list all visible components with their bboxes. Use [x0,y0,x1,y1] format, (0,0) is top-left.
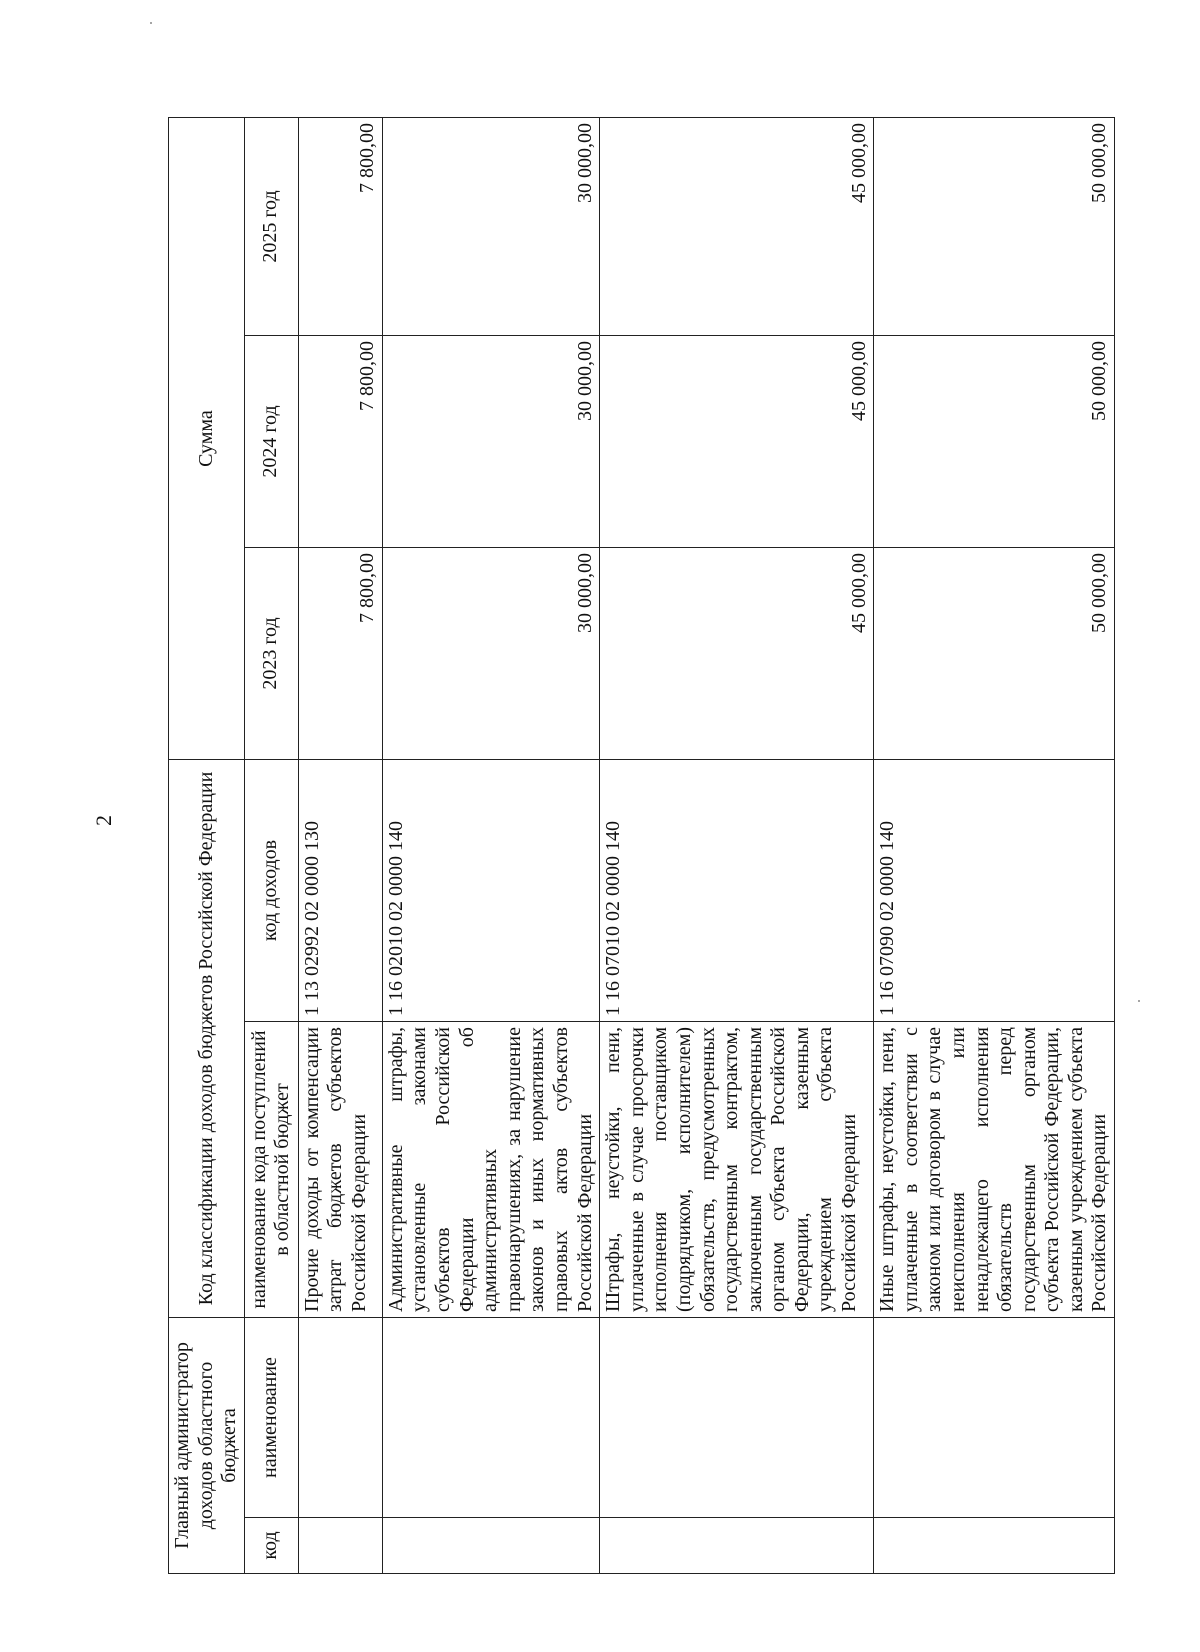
header-row-1 [169,118,245,1574]
row-income-name: Иные штрафы, неустойки, пени, уплаченные в соответствии с законом или договором в случае неисполнения или ненадлежащего исполнения обязательств перед государственным органом субъекта Российской Федерации, казенным учреждением субъекта Российской Федерации [874,1022,1115,1318]
row-value-2025: 50 000,00 [874,118,1115,336]
row-value-2025: 45 000,00 [600,118,874,336]
col-2024-header: 2024 год [244,336,298,548]
row-value-2024: 50 000,00 [874,336,1115,548]
row-income-code: 1 16 02010 02 0000 140 [382,760,599,1022]
table-row [600,118,874,1574]
classification-header: Код классификации доходов бюджетов Российской Федерации [169,760,245,1318]
table-row [874,118,1115,1574]
row-income-code: 1 16 07010 02 0000 140 [600,760,874,1022]
scan-artifact [150,22,152,24]
rotated-table-wrapper [168,118,1111,1574]
row-value-2024: 7 800,00 [298,336,382,548]
row-value-2023: 30 000,00 [382,548,599,760]
page-number: 2 [91,815,116,826]
row-value-2024: 30 000,00 [382,336,599,548]
row-code [298,1518,382,1574]
row-income-code: 1 13 02992 02 0000 130 [298,760,382,1022]
row-code [874,1518,1115,1574]
row-code [600,1518,874,1574]
col-income-name-header: наименование кода поступлений в областной бюджет [244,1022,298,1318]
col-income-code-header: код доходов [244,760,298,1022]
row-income-name: Штрафы, неустойки, пени, уплаченные в случае просрочки исполнения поставщиком (подрядчиком, исполнителем) обязательств, предусмотренных государственным контрактом, заключенным государственным органом субъекта Российской Федерации, казенным учреждением субъекта Российской Федерации [600,1022,874,1318]
row-value-2025: 30 000,00 [382,118,599,336]
table-row [382,118,599,1574]
row-value-2025: 7 800,00 [298,118,382,336]
row-value-2024: 45 000,00 [600,336,874,548]
sum-header: Сумма [169,118,245,760]
col-code-header: код [244,1518,298,1574]
row-code [382,1518,599,1574]
row-value-2023: 7 800,00 [298,548,382,760]
admin-header: Главный администратор доходов областного бюджета [169,1318,245,1574]
income-table [168,117,1115,1574]
col-name-header: наименование [244,1318,298,1518]
row-income-code: 1 16 07090 02 0000 140 [874,760,1115,1022]
row-value-2023: 45 000,00 [600,548,874,760]
table-row [298,118,382,1574]
col-2025-header: 2025 год [244,118,298,336]
row-name [874,1318,1115,1518]
row-name [382,1318,599,1518]
row-value-2023: 50 000,00 [874,548,1115,760]
row-name [298,1318,382,1518]
row-income-name: Административные штрафы, установленные законами субъектов Российской Федерации об административных правонарушениях, за нарушение законов и иных нормативных правовых актов субъектов Российской Федерации [382,1022,599,1318]
row-income-name: Прочие доходы от компенсации затрат бюджетов субъектов Российской Федерации [298,1022,382,1318]
header-row-2 [244,118,298,1574]
scan-artifact [1138,1000,1140,1002]
row-name [600,1318,874,1518]
col-2023-header: 2023 год [244,548,298,760]
